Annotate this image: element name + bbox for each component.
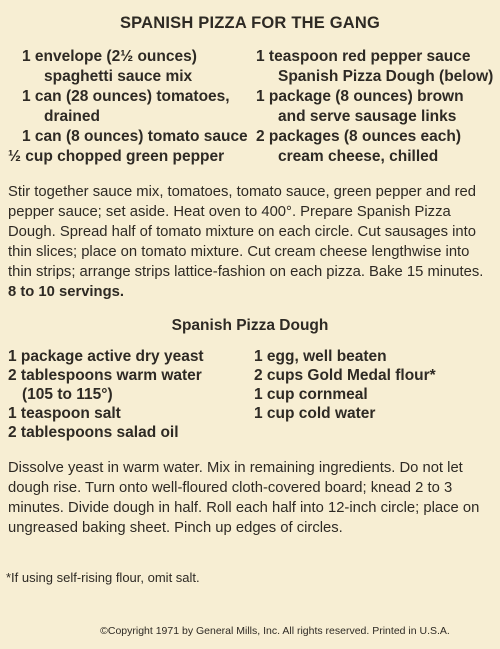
ingredients-left — [4, 47, 254, 167]
ingredient-item: ½ cup chopped green pepper — [8, 148, 225, 165]
servings: 8 to 10 servings. — [8, 284, 124, 300]
dough-directions: Dissolve yeast in warm water. Mix in remaining ingredients. Do not let dough rise. Turn onto well-floured cloth-covered board; knead 2 to 3 minutes. Divide dough in half. Roll each half into 12-inch circle; place on ungreased baking sheet. Pinch up edges of circles. — [8, 460, 480, 536]
ingredient-item: 1 cup cold water — [254, 405, 376, 422]
ingredient-item: 1 package (8 ounces) brown and serve sausage links — [256, 88, 464, 125]
ingredient-item: 1 can (28 ounces) tomatoes, drained — [22, 88, 230, 125]
footnote: *If using self-rising flour, omit salt. — [6, 570, 200, 585]
ingredient-item: 1 envelope (2½ ounces) spaghetti sauce mix — [22, 48, 197, 85]
dough-ingredients-left — [8, 347, 248, 442]
ingredient-item: 1 teaspoon red pepper sauce Spanish Pizza Dough (below) — [256, 48, 494, 85]
recipe-title: SPANISH PIZZA FOR THE GANG — [119, 14, 381, 32]
ingredients-right — [238, 47, 500, 167]
ingredient-item: 2 tablespoons warm water (105 to 115°) — [8, 367, 202, 403]
ingredient-item: 1 cup cornmeal — [254, 386, 368, 403]
recipe-directions: Stir together sauce mix, tomatoes, tomato sauce, green pepper and red pepper sauce; set aside. Heat oven to 400°. Prepare Spanish Pizza Dough. Spread half of tomato mixture on each circle. Cut sausages into thin slices; place on tomato mixture. Cut cream cheese lengthwise into thin strips; arrange strips lattice-fashion on each pizza. Bake 15 minutes. 8 to 10 servings. — [8, 184, 484, 300]
ingredient-item: 1 egg, well beaten — [254, 348, 387, 365]
ingredient-item: 2 packages (8 ounces each) cream cheese, chilled — [256, 128, 462, 165]
copyright: ©Copyright 1971 by General Mills, Inc. All rights reserved. Printed in U.S.A. — [100, 625, 450, 637]
ingredient-item: 1 package active dry yeast — [8, 348, 204, 365]
dough-title: Spanish Pizza Dough — [171, 317, 329, 334]
dough-ingredients-right — [254, 347, 494, 423]
ingredient-item: 2 tablespoons salad oil — [8, 424, 179, 441]
ingredient-item: 1 teaspoon salt — [8, 405, 121, 422]
ingredient-item: 1 can (8 ounces) tomato sauce — [22, 128, 248, 145]
ingredient-item: 2 cups Gold Medal flour* — [254, 367, 436, 384]
